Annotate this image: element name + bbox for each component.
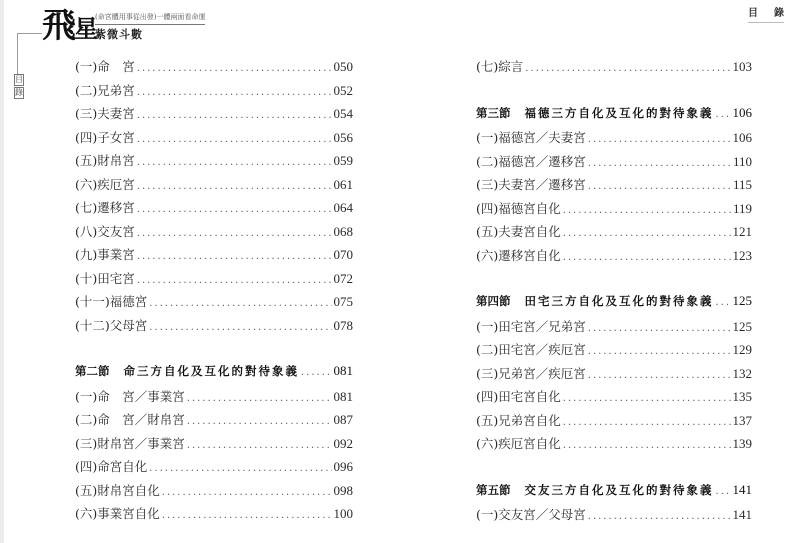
leader-dots	[301, 367, 332, 378]
toc-entry[interactable]	[476, 175, 752, 199]
toc-entry-label: (六)疾厄宮自化	[476, 436, 561, 451]
section-gap	[476, 458, 752, 482]
leader-dots	[137, 204, 332, 215]
leader-dots	[588, 134, 731, 145]
toc-page-number: 050	[333, 59, 353, 74]
toc-left-page	[75, 57, 353, 528]
toc-entry[interactable]	[476, 128, 752, 152]
leader-dots	[137, 251, 332, 262]
toc-entry[interactable]	[75, 175, 353, 199]
leader-dots	[563, 440, 731, 451]
toc-entry-label: (六)事業宮自化	[75, 506, 160, 521]
toc-page-number: 129	[732, 342, 752, 357]
toc-entry[interactable]	[75, 410, 353, 434]
leader-dots	[149, 463, 331, 474]
toc-entry[interactable]	[75, 387, 353, 411]
toc-page-number: 070	[333, 247, 353, 262]
toc-entry-label: (一)田宅宮／兄弟宮	[476, 318, 586, 334]
toc-entry[interactable]	[75, 269, 353, 293]
toc-page-number: 139	[732, 436, 752, 451]
toc-page-number: 087	[333, 412, 353, 427]
toc-entry[interactable]	[476, 505, 752, 529]
toc-page-number: 054	[333, 106, 353, 121]
leader-dots	[716, 109, 731, 120]
leader-dots	[137, 228, 332, 239]
toc-page-number: 081	[333, 363, 353, 378]
toc-section-heading[interactable]	[476, 482, 752, 506]
toc-entry-label: (五)財帛宮自化	[75, 482, 160, 498]
page-edge-shadow	[0, 0, 4, 543]
leader-dots	[187, 393, 332, 404]
leader-dots	[162, 487, 332, 498]
leader-dots	[137, 87, 332, 98]
toc-entry-label: (四)福德宮自化	[476, 200, 561, 216]
toc-entry[interactable]	[75, 434, 353, 458]
toc-page-number: 078	[333, 317, 353, 333]
running-header-char: 目	[748, 8, 758, 19]
toc-page-number: 052	[333, 82, 353, 98]
toc-page-number: 123	[732, 247, 752, 263]
toc-page-number: 125	[732, 318, 752, 334]
leader-dots	[187, 416, 332, 427]
toc-entry[interactable]	[476, 387, 752, 411]
toc-entry[interactable]	[75, 104, 353, 128]
toc-page-number: 092	[333, 435, 353, 451]
toc-entry[interactable]	[476, 57, 752, 81]
toc-entry-label: (四)命宮自化	[75, 459, 148, 474]
toc-section-heading[interactable]	[75, 363, 353, 387]
toc-entry[interactable]	[476, 340, 752, 364]
toc-entry-label: (二)兄弟宮	[75, 82, 135, 98]
leader-dots	[563, 393, 731, 404]
toc-page-number: 125	[732, 293, 752, 308]
leader-dots	[563, 252, 731, 263]
book-title-logo	[42, 8, 96, 47]
toc-entry[interactable]	[75, 457, 353, 481]
section-number: 第三節	[476, 105, 511, 120]
toc-entry[interactable]	[476, 411, 752, 435]
running-header-char: 錄	[774, 8, 784, 19]
toc-entry[interactable]	[75, 151, 353, 175]
toc-page-number: 081	[333, 388, 353, 404]
header-bracket-line	[17, 33, 42, 34]
leader-dots	[588, 511, 731, 522]
toc-page-number: 059	[333, 153, 353, 168]
toc-page-number: 137	[732, 412, 752, 428]
toc-page-number: 061	[333, 176, 353, 192]
toc-section-heading[interactable]	[476, 293, 752, 317]
toc-entry[interactable]	[75, 292, 353, 316]
section-title: 命三方自化及互化的對待象義	[123, 364, 299, 378]
toc-entry[interactable]	[75, 504, 353, 528]
toc-page-number: 056	[333, 129, 353, 145]
leader-dots	[588, 323, 731, 334]
toc-entry[interactable]	[476, 199, 752, 223]
leader-dots	[137, 275, 332, 286]
toc-entry[interactable]	[75, 198, 353, 222]
leader-dots	[716, 486, 731, 497]
toc-entry-label: (十二)父母宮	[75, 317, 148, 333]
side-label-char: 目	[15, 75, 23, 84]
header-bracket-line	[17, 33, 18, 75]
toc-entry-label: (四)田宅宮自化	[476, 389, 561, 404]
leader-dots	[137, 63, 332, 74]
leader-dots	[563, 417, 731, 428]
leader-dots	[588, 346, 731, 357]
leader-dots	[149, 322, 331, 333]
toc-entry-label: (七)綜言	[476, 59, 524, 74]
toc-entry-label: (三)夫妻宮／遷移宮	[476, 177, 586, 192]
book-title-char: 飛	[42, 6, 74, 46]
toc-entry-label: (九)事業宮	[75, 247, 135, 262]
section-number: 第五節	[476, 482, 511, 497]
toc-page-number: 096	[333, 459, 353, 474]
toc-page-number: 098	[333, 482, 353, 498]
toc-entry-label: (二)命 宮／財帛宮	[75, 412, 185, 427]
section-gap	[75, 339, 353, 363]
toc-entry-label: (十)田宅宮	[75, 270, 135, 286]
toc-page-number: 064	[333, 200, 353, 215]
section-number: 第二節	[75, 364, 110, 378]
leader-dots	[137, 134, 332, 145]
toc-entry[interactable]	[476, 222, 752, 246]
toc-section-label	[476, 105, 714, 121]
section-gap	[476, 81, 752, 105]
toc-page-number: 110	[732, 153, 752, 169]
toc-section-label	[75, 363, 299, 379]
toc-entry[interactable]	[476, 364, 752, 388]
toc-entry[interactable]	[75, 128, 353, 152]
toc-page-number: 103	[732, 59, 752, 74]
leader-dots	[137, 181, 332, 192]
toc-entry-label: (一)交友宮／父母宮	[476, 507, 586, 522]
toc-right-page	[476, 57, 752, 529]
section-gap	[476, 269, 752, 293]
toc-page-number: 141	[732, 481, 752, 497]
toc-entry[interactable]	[476, 152, 752, 176]
section-title: 交友三方自化及互化的對待象義	[524, 482, 714, 497]
toc-entry-label: (一)福德宮／夫妻宮	[476, 130, 586, 145]
toc-entry-label: (五)夫妻宮自化	[476, 224, 561, 239]
toc-entry-label: (三)兄弟宮／疾厄宮	[476, 365, 586, 381]
side-section-label	[14, 74, 24, 100]
toc-page-number: 119	[732, 200, 752, 216]
toc-entry[interactable]	[75, 481, 353, 505]
leader-dots	[716, 297, 731, 308]
toc-page-number: 100	[333, 506, 353, 521]
toc-entry[interactable]	[476, 434, 752, 458]
leader-dots	[588, 181, 731, 192]
leader-dots	[563, 228, 731, 239]
toc-entry-label: (十一)福德宮	[75, 294, 148, 309]
toc-entry[interactable]	[75, 222, 353, 246]
toc-entry[interactable]	[476, 246, 752, 270]
book-subtitle: 紫微斗數	[95, 28, 143, 41]
leader-dots	[149, 298, 331, 309]
leader-dots	[137, 157, 332, 168]
leader-dots	[588, 370, 731, 381]
toc-page-number: 072	[333, 270, 353, 286]
toc-page-number: 115	[732, 177, 752, 192]
leader-dots	[162, 510, 332, 521]
toc-section-label	[476, 482, 714, 498]
toc-entry-label: (八)交友宮	[75, 223, 135, 239]
leader-dots	[525, 63, 730, 74]
toc-section-heading[interactable]	[476, 105, 752, 129]
section-title: 田宅三方自化及互化的對待象義	[524, 294, 714, 308]
toc-entry-label: (五)財帛宮	[75, 153, 135, 168]
toc-page-number: 106	[732, 104, 752, 120]
toc-entry-label: (四)子女宮	[75, 129, 135, 145]
toc-entry-label: (二)田宅宮／疾厄宮	[476, 342, 586, 357]
toc-entry[interactable]	[75, 245, 353, 269]
leader-dots	[563, 205, 731, 216]
side-label-char: 錄	[15, 88, 23, 97]
leader-dots	[187, 440, 332, 451]
toc-page-number: 132	[732, 365, 752, 381]
book-tagline: (命宮體用事從出發)一體兩面看命運	[95, 12, 205, 25]
toc-entry-label: (五)兄弟宮自化	[476, 412, 561, 428]
toc-entry-label: (一)命 宮	[75, 59, 135, 74]
toc-page-number: 075	[333, 294, 353, 309]
toc-entry[interactable]	[476, 317, 752, 341]
toc-entry-label: (二)福德宮／遷移宮	[476, 153, 586, 169]
toc-entry[interactable]	[75, 316, 353, 340]
leader-dots	[137, 110, 332, 121]
running-header	[748, 4, 784, 23]
toc-page-number: 121	[732, 224, 752, 239]
book-title-char: 星	[74, 14, 96, 43]
toc-entry-label: (一)命 宮／事業宮	[75, 388, 185, 404]
section-title: 福德三方自化及互化的對待象義	[524, 105, 714, 120]
toc-entry-label: (三)夫妻宮	[75, 106, 135, 121]
toc-entry[interactable]	[75, 57, 353, 81]
toc-page-number: 135	[732, 389, 752, 404]
toc-entry-label: (七)遷移宮	[75, 200, 135, 215]
toc-entry-label: (六)疾厄宮	[75, 176, 135, 192]
toc-page-number: 068	[333, 223, 353, 239]
toc-section-label	[476, 293, 714, 309]
toc-entry-label: (六)遷移宮自化	[476, 247, 561, 263]
toc-page-number: 106	[732, 130, 752, 145]
section-number: 第四節	[476, 294, 511, 308]
leader-dots	[588, 158, 731, 169]
toc-entry[interactable]	[75, 81, 353, 105]
toc-page-number: 141	[732, 507, 752, 522]
toc-entry-label: (三)財帛宮／事業宮	[75, 435, 185, 451]
